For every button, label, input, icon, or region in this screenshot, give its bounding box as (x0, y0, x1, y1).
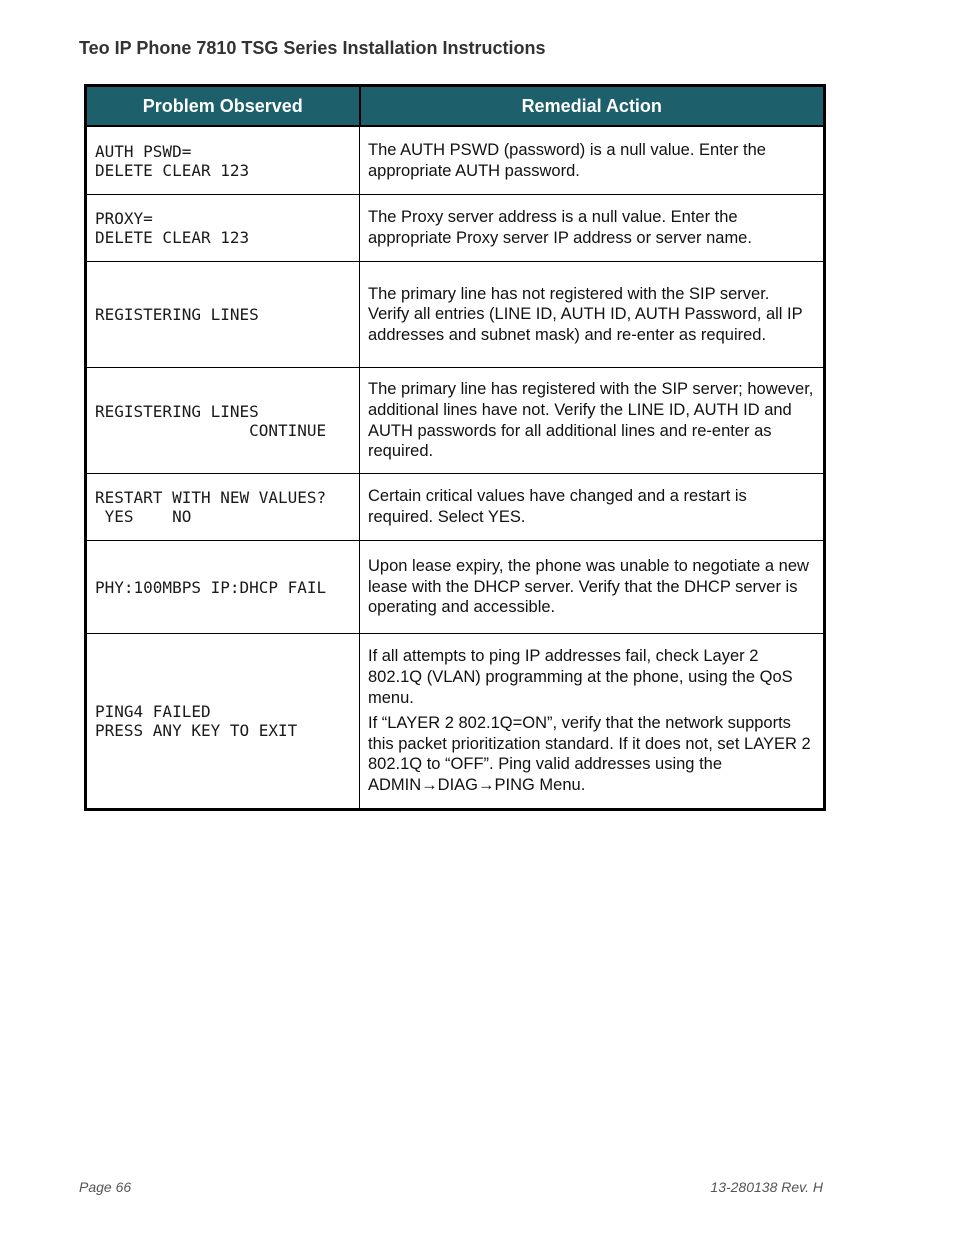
document-number: 13-280138 Rev. H (710, 1179, 823, 1195)
action-cell (360, 474, 825, 541)
table-row (86, 368, 825, 474)
action-text: The primary line has registered with the SIP server; however, additional lines have not. Verify the LINE ID, AUTH ID and AUTH passwords for all additional lines and re-enter as required. (368, 380, 814, 461)
action-text: The primary line has not registered with the SIP server. Verify all entries (LINE ID, AUTH ID, AUTH Password, all IP addresses and subnet mask) and re-enter as required. (368, 284, 803, 344)
action-cell (360, 195, 825, 262)
table-row (86, 262, 825, 368)
document-title: Teo IP Phone 7810 TSG Series Installation Instructions (79, 38, 546, 58)
problem-cell: PHY:100MBPS IP:DHCP FAIL (86, 541, 360, 634)
action-text: Upon lease expiry, the phone was unable to negotiate a new lease with the DHCP server. Verify that the DHCP server is operating and accessible. (368, 557, 809, 617)
action-text: Certain critical values have changed and a restart is required. Select YES. (368, 487, 747, 526)
action-text: The AUTH PSWD (password) is a null value. Enter the appropriate AUTH password. (368, 140, 766, 180)
action-cell (360, 634, 825, 810)
problem-cell: RESTART WITH NEW VALUES? YES NO (86, 474, 360, 541)
table-row (86, 195, 825, 262)
table-row (86, 541, 825, 634)
table-header-row (86, 86, 825, 127)
problem-cell: PING4 FAILED PRESS ANY KEY TO EXIT (86, 634, 360, 810)
column-header-action: Remedial Action (360, 86, 825, 127)
problem-cell: AUTH PSWD= DELETE CLEAR 123 (86, 126, 360, 195)
problem-cell: PROXY= DELETE CLEAR 123 (86, 195, 360, 262)
table-row (86, 126, 825, 195)
action-text: If “LAYER 2 802.1Q=ON”, verify that the network supports this packet prioritization standard. If it does not, set LAYER 2 802.1Q to “OFF”. Ping valid addresses using the ADMIN→DIAG→PING Menu. (368, 714, 811, 794)
troubleshooting-table (84, 84, 826, 811)
column-header-problem: Problem Observed (86, 86, 360, 127)
action-text: If all attempts to ping IP addresses fail, check Layer 2 802.1Q (VLAN) programming at the phone, using the QoS menu. (368, 647, 793, 707)
problem-cell: REGISTERING LINES CONTINUE (86, 368, 360, 474)
table-row (86, 474, 825, 541)
problem-cell: REGISTERING LINES (86, 262, 360, 368)
action-cell (360, 126, 825, 195)
action-text: The Proxy server address is a null value. Enter the appropriate Proxy server IP address or server name. (368, 208, 752, 247)
action-cell (360, 541, 825, 634)
table-row (86, 634, 825, 810)
action-cell (360, 262, 825, 368)
action-cell (360, 368, 825, 474)
page-number: Page 66 (79, 1179, 132, 1195)
